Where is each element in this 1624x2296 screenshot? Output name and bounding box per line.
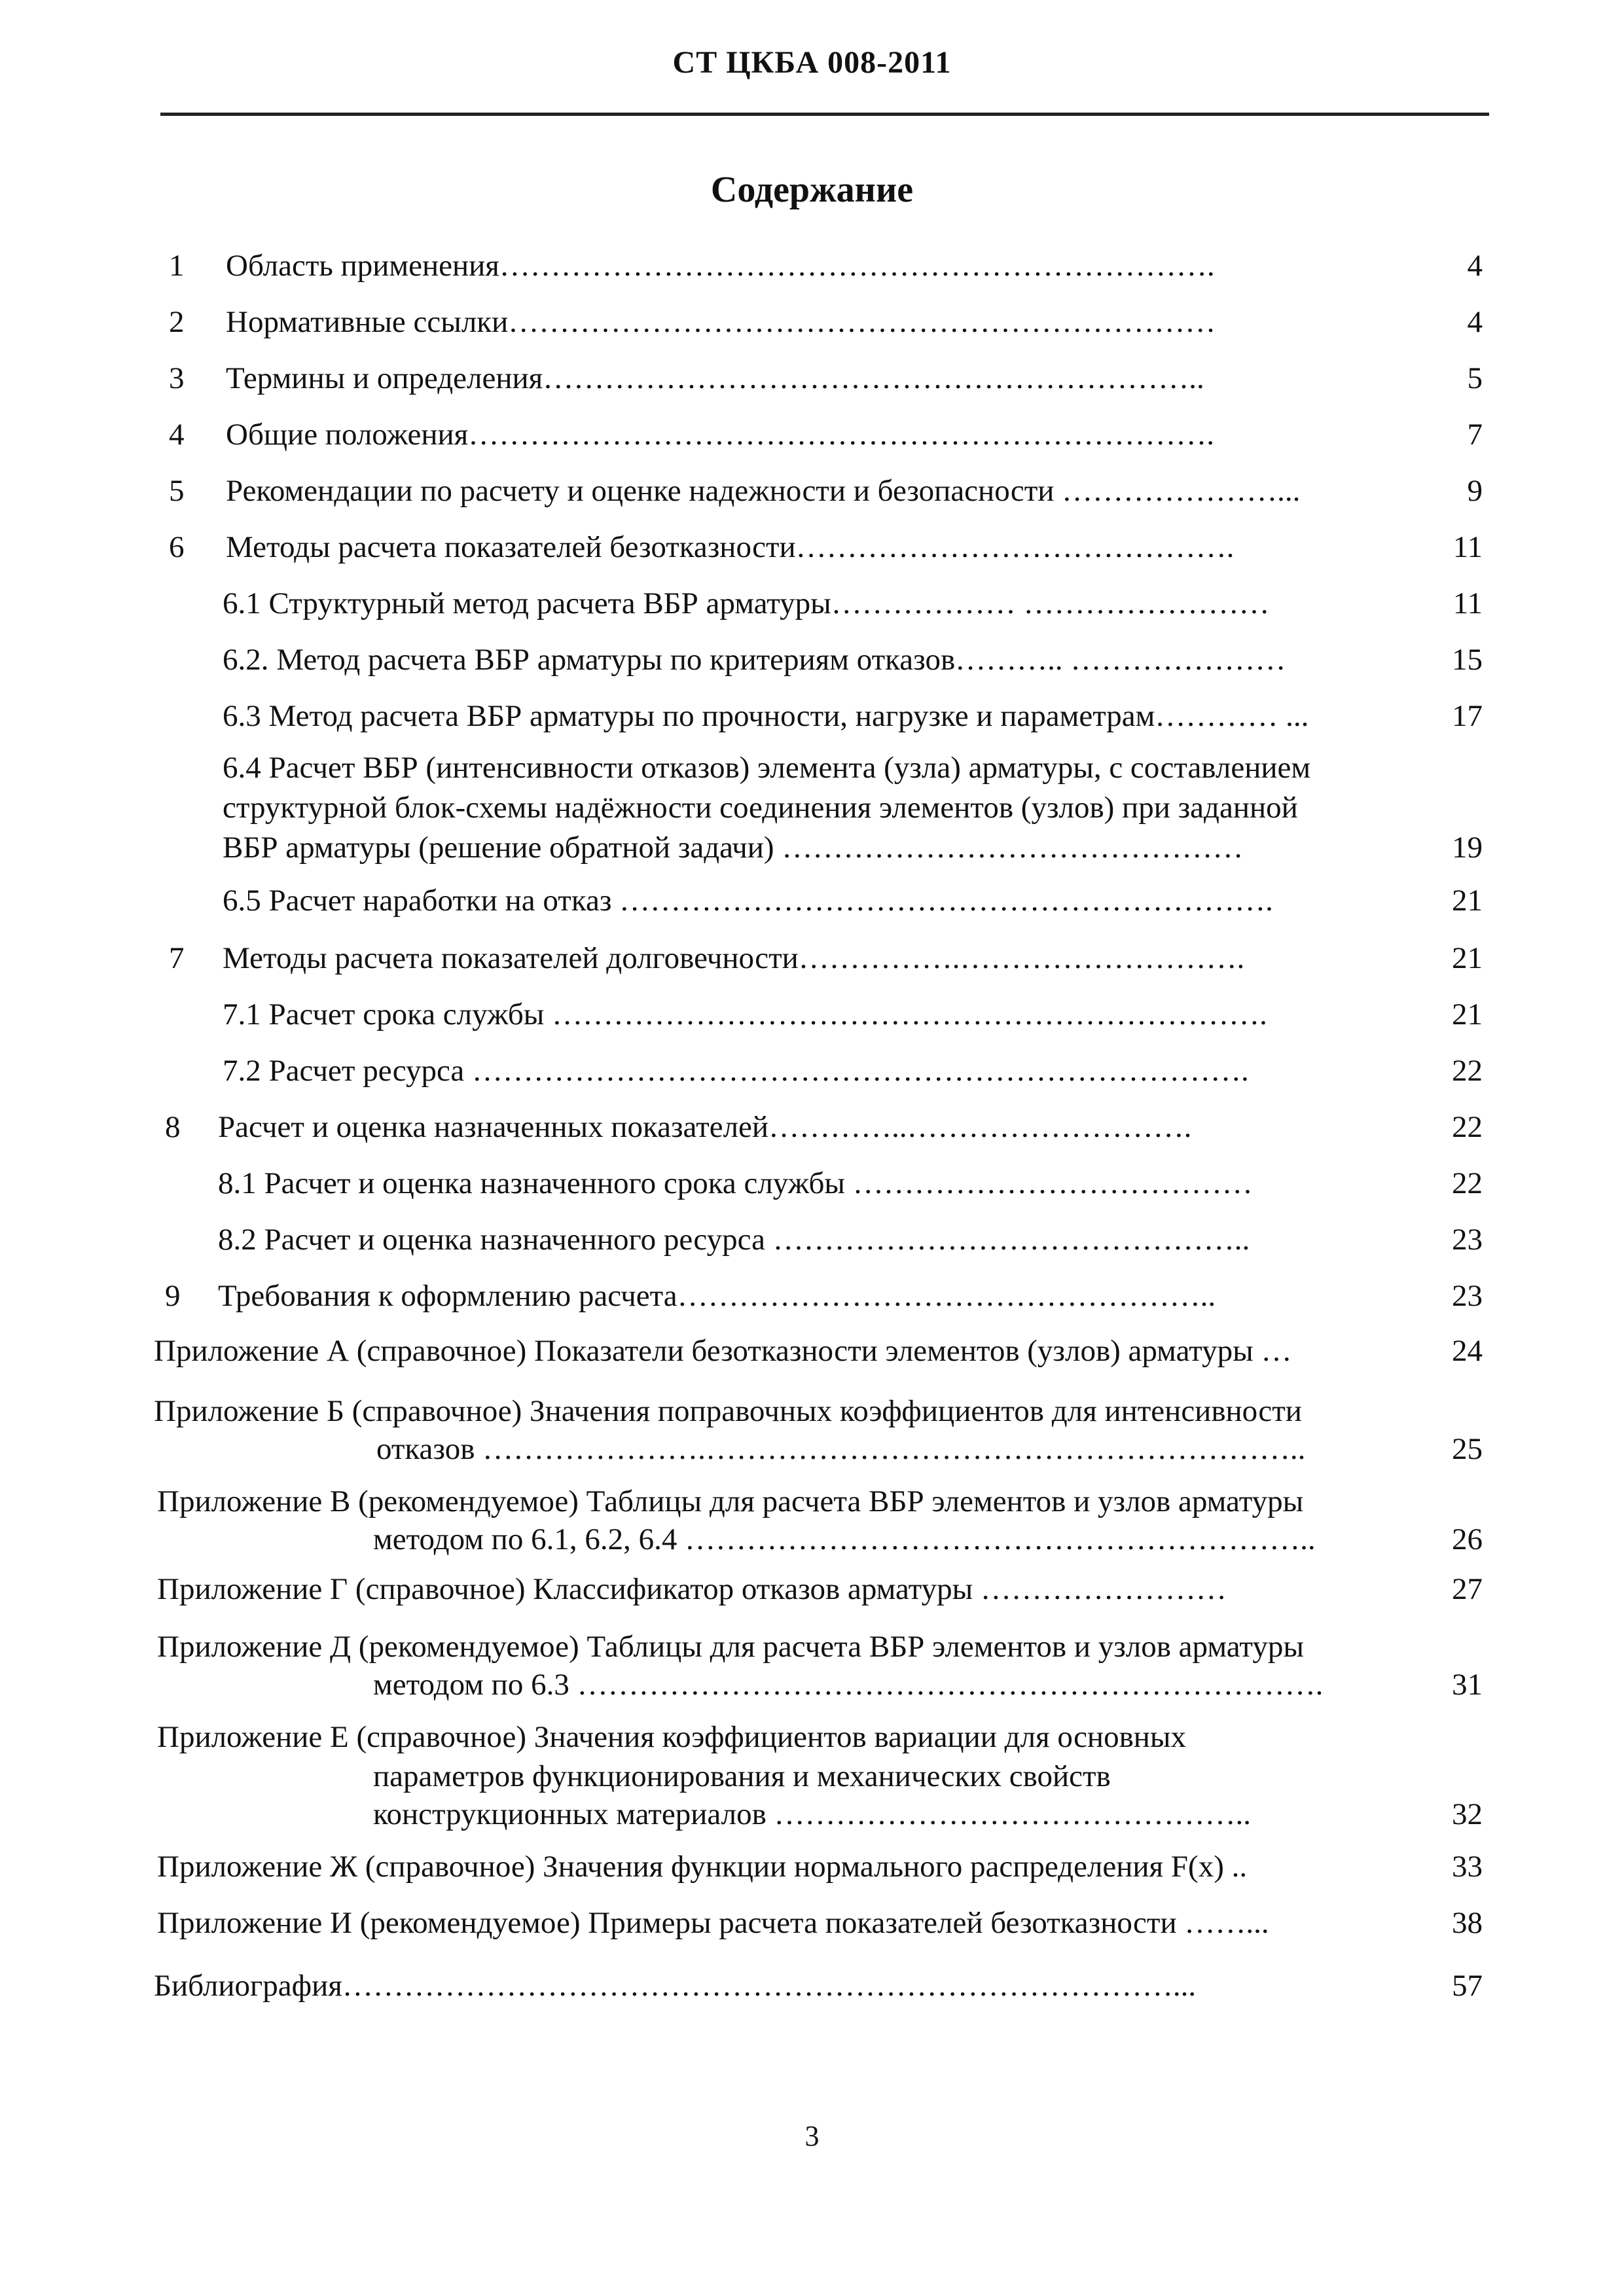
toc-entry-page: 57 bbox=[1452, 1969, 1483, 2003]
toc-entry-page: 4 bbox=[1467, 305, 1483, 339]
toc-entry-text: Расчет и оценка назначенных показателей…………..………………………. bbox=[218, 1110, 1192, 1144]
toc-entry-text: Методы расчета показателей безотказности……………………………………. bbox=[226, 530, 1235, 564]
toc-entry-number: 2 bbox=[169, 305, 185, 339]
toc-entry-text: 8.1 Расчет и оценка назначенного срока службы ………………………………… bbox=[218, 1166, 1253, 1200]
toc-entry-page: 38 bbox=[1452, 1906, 1483, 1940]
toc-entry-text: 7.2 Расчет ресурса …………………………………………………………………. bbox=[223, 1054, 1249, 1088]
document-header: СТ ЦКБА 008-2011 bbox=[672, 45, 952, 80]
toc-entry-page: 9 bbox=[1467, 474, 1483, 508]
toc-entry-page: 15 bbox=[1452, 643, 1483, 677]
toc-entry-page: 5 bbox=[1467, 361, 1483, 395]
appendix-text-line: конструкционных материалов ……………………………………….. bbox=[373, 1797, 1252, 1831]
contents-title: Содержание bbox=[710, 170, 914, 210]
toc-entry-page: 11 bbox=[1453, 530, 1483, 564]
appendix-text-line: отказов ………………….………………………………………………….. bbox=[376, 1432, 1306, 1466]
toc-entry-number: 6 bbox=[169, 530, 185, 564]
toc-entry-text: Рекомендации по расчету и оценке надежности и безопасности …………………... bbox=[226, 474, 1301, 508]
page-number: 3 bbox=[804, 2120, 820, 2152]
toc-entry-page: 24 bbox=[1452, 1334, 1483, 1368]
appendix-text-line: Приложение Д (рекомендуемое) Таблицы для расчета ВБР элементов и узлов арматуры bbox=[157, 1630, 1304, 1664]
toc-entry-text: Методы расчета показателей долговечности…………….………………………. bbox=[223, 941, 1245, 975]
toc-entry-page: 11 bbox=[1453, 586, 1483, 620]
toc-entry-page: 4 bbox=[1467, 249, 1483, 283]
toc-entry-text-line: ВБР арматуры (решение обратной задачи) ……………………………………… bbox=[223, 831, 1244, 865]
toc-entry-page: 32 bbox=[1452, 1797, 1483, 1831]
toc-entry-page: 23 bbox=[1452, 1223, 1483, 1257]
bibliography-text: Библиография………………………………………………………………………... bbox=[154, 1969, 1197, 2003]
toc-entry-page: 21 bbox=[1452, 997, 1483, 1031]
appendix-text-line: Приложение И (рекомендуемое) Примеры расчета показателей безотказности ……... bbox=[157, 1906, 1269, 1940]
toc-entry-number: 4 bbox=[169, 418, 185, 452]
toc-entry-text: Термины и определения……………………………………………………….. bbox=[226, 361, 1204, 395]
appendix-text-line: методом по 6.1, 6.2, 6.4 …………………………………………………….. bbox=[373, 1522, 1316, 1556]
toc-entry-number: 3 bbox=[169, 361, 185, 395]
toc-entry-page: 33 bbox=[1452, 1850, 1483, 1884]
toc-entry-number: 5 bbox=[169, 474, 185, 508]
toc-entry-page: 31 bbox=[1452, 1668, 1483, 1702]
toc-entry-page: 26 bbox=[1452, 1522, 1483, 1556]
appendix-text-line: Приложение Г (справочное) Классификатор отказов арматуры …………………… bbox=[157, 1572, 1227, 1606]
toc-entry-text: 6.2. Метод расчета ВБР арматуры по критериям отказов……….. ………………… bbox=[223, 643, 1286, 677]
toc-entry-text: 8.2 Расчет и оценка назначенного ресурса ……………………………………….. bbox=[218, 1223, 1250, 1257]
toc-entry-page: 25 bbox=[1452, 1432, 1483, 1466]
toc-entry-number: 9 bbox=[165, 1279, 181, 1313]
toc-entry-page: 22 bbox=[1452, 1166, 1483, 1200]
toc-entry-text: Общие положения………………………………………………………………. bbox=[226, 418, 1215, 452]
toc-entry-page: 21 bbox=[1452, 884, 1483, 918]
toc-entry-text: 6.5 Расчет наработки на отказ ………………………………………………………. bbox=[223, 884, 1273, 918]
toc-entry-page: 22 bbox=[1452, 1054, 1483, 1088]
appendix-text-line: Приложение В (рекомендуемое) Таблицы для расчета ВБР элементов и узлов арматуры bbox=[157, 1484, 1304, 1518]
appendix-text-line: методом по 6.3 ………………………………………………………………. bbox=[373, 1668, 1324, 1702]
appendix-text-line: Приложение Е (справочное) Значения коэффициентов вариации для основных bbox=[157, 1720, 1186, 1754]
toc-entry-page: 19 bbox=[1452, 831, 1483, 865]
header-rule bbox=[160, 113, 1489, 116]
toc-entry-number: 8 bbox=[165, 1110, 181, 1144]
toc-entry-page: 7 bbox=[1467, 418, 1483, 452]
toc-entry-text: 6.3 Метод расчета ВБР арматуры по прочности, нагрузке и параметрам………… ... bbox=[223, 699, 1309, 733]
toc-entry-number: 7 bbox=[169, 941, 185, 975]
appendix-text-line: Приложение Ж (справочное) Значения функции нормального распределения F(x) .. bbox=[157, 1850, 1248, 1884]
toc-entry-text: 6.1 Структурный метод расчета ВБР арматуры……………… …………………… bbox=[223, 586, 1270, 620]
toc-entry-text: Область применения……………………………………………………………. bbox=[226, 249, 1215, 283]
toc-entry-page: 21 bbox=[1452, 941, 1483, 975]
toc-entry-page: 17 bbox=[1452, 699, 1483, 733]
appendix-text-line: Приложение А (справочное) Показатели безотказности элементов (узлов) арматуры … bbox=[154, 1334, 1292, 1368]
toc-entry-text: 7.1 Расчет срока службы ……………………………………………………………. bbox=[223, 997, 1267, 1031]
toc-entry-page: 23 bbox=[1452, 1279, 1483, 1313]
appendix-text-line: Приложение Б (справочное) Значения поправочных коэффициентов для интенсивности bbox=[154, 1394, 1302, 1428]
toc-entry-text-line: структурной блок-схемы надёжности соединения элементов (узлов) при заданной bbox=[223, 791, 1298, 825]
toc-entry-number: 1 bbox=[169, 249, 185, 283]
toc-entry-text: Нормативные ссылки…………………………………………………………… bbox=[226, 305, 1216, 339]
appendix-text-line: параметров функционирования и механических свойств bbox=[373, 1759, 1111, 1793]
toc-entry-text-line: 6.4 Расчет ВБР (интенсивности отказов) элемента (узла) арматуры, с составлением bbox=[223, 751, 1311, 785]
toc-entry-page: 22 bbox=[1452, 1110, 1483, 1144]
toc-entry-text: Требования к оформлению расчета…………………………………………….. bbox=[218, 1279, 1216, 1313]
toc-entry-page: 27 bbox=[1452, 1572, 1483, 1606]
